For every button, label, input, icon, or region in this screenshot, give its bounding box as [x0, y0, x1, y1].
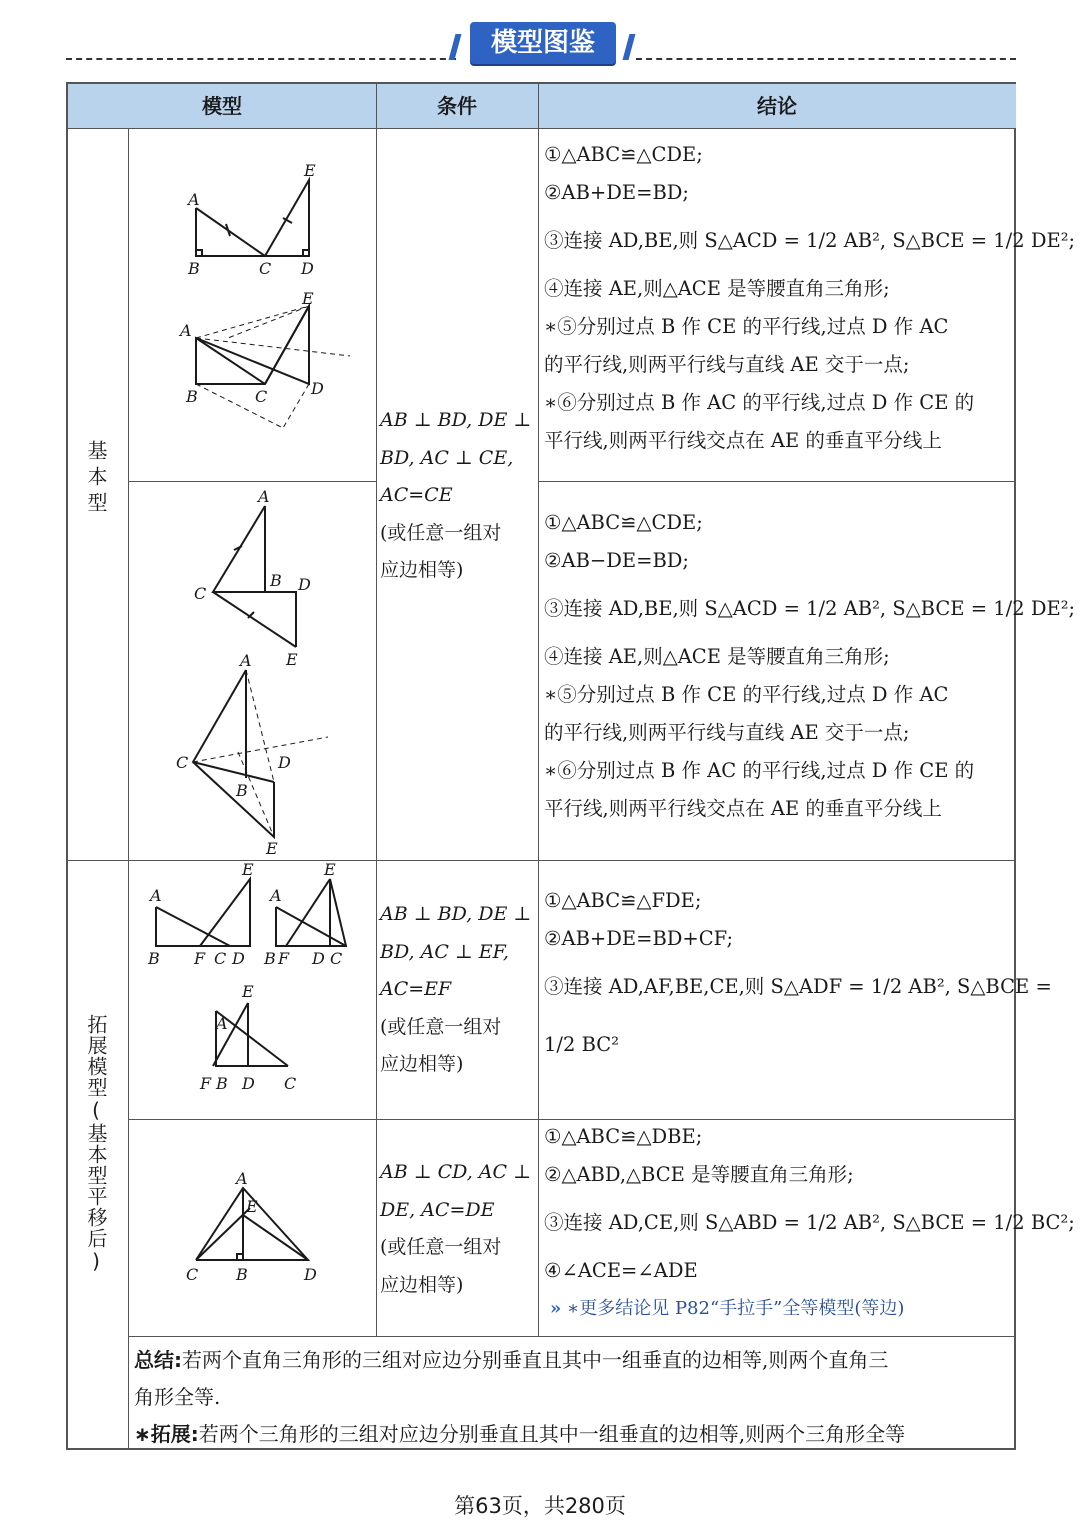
- conclusion-line: ②△ABD,△BCE 是等腰直角三角形;: [544, 1163, 854, 1186]
- svg-text:B: B: [236, 1265, 248, 1284]
- reference-note: [544, 1290, 1075, 1328]
- svg-text:E: E: [242, 982, 254, 1001]
- svg-text:E: E: [324, 861, 336, 879]
- divider: [376, 84, 377, 1336]
- svg-text:B: B: [148, 949, 160, 968]
- row3-conclusions: [544, 882, 1052, 1074]
- page-title: 模型图鉴: [470, 22, 616, 64]
- svg-text:C: C: [186, 1265, 199, 1284]
- svg-text:A: A: [180, 321, 192, 340]
- title-mark-left: [449, 34, 462, 60]
- figure-basic-1: [128, 128, 376, 481]
- figure-basic-2: [128, 482, 376, 860]
- conclusion-line: 平行线,则两平行线交点在 AE 的垂直平分线上: [544, 797, 942, 820]
- svg-text:C: C: [284, 1074, 297, 1093]
- figure-ext-2: [128, 1120, 376, 1336]
- svg-text:F: F: [278, 949, 290, 968]
- svg-text:B: B: [264, 949, 276, 968]
- ext2-condition: [380, 1154, 536, 1304]
- condition-line: (或任意一组对: [380, 1015, 502, 1038]
- row4-conclusions: [544, 1118, 1075, 1328]
- svg-text:F: F: [194, 949, 206, 968]
- condition-line: AC=CE: [380, 484, 453, 506]
- header-dash-right: [636, 58, 1016, 60]
- summary-label: 总结:: [134, 1348, 182, 1372]
- svg-text:B: B: [188, 259, 200, 278]
- conclusion-line: ∗⑥分别过点 B 作 AC 的平行线,过点 D 作 CE 的: [544, 391, 975, 414]
- conclusion-line: ②AB+DE=BD;: [544, 181, 689, 204]
- svg-text:E: E: [304, 161, 316, 180]
- svg-text:B: B: [236, 781, 248, 800]
- conclusion-line: ①△ABC≌△CDE;: [544, 143, 703, 166]
- condition-line: AC=EF: [380, 978, 452, 1000]
- svg-text:B: B: [270, 571, 282, 590]
- ext1-condition: [380, 896, 536, 1084]
- svg-text:A: A: [188, 190, 200, 209]
- col-header-condition: 条件: [376, 84, 538, 128]
- double-chevron-icon: »: [550, 1298, 562, 1319]
- group-label-extended: 拓展模型(基本型平移后): [84, 1014, 108, 1274]
- svg-text:D: D: [301, 259, 314, 278]
- conclusion-line: 1/2 BC²: [544, 1033, 620, 1056]
- svg-text:C: C: [214, 949, 227, 968]
- conclusion-line: ∗⑤分别过点 B 作 CE 的平行线,过点 D 作 AC: [544, 683, 949, 706]
- condition-line: (或任意一组对: [380, 521, 502, 544]
- conclusion-line: 的平行线,则两平行线与直线 AE 交于一点;: [544, 721, 910, 744]
- extension-line: [134, 1416, 1012, 1453]
- condition-line: AB ⊥ BD, DE ⊥: [380, 409, 532, 431]
- conclusion-line: ②AB+DE=BD+CF;: [544, 927, 734, 950]
- extension-label: ∗拓展:: [134, 1422, 199, 1446]
- svg-text:E: E: [246, 1197, 258, 1216]
- svg-text:C: C: [259, 259, 272, 278]
- page-header: [0, 0, 1080, 75]
- header-dash-left: [66, 58, 456, 60]
- svg-text:E: E: [266, 839, 278, 858]
- svg-text:A: A: [270, 886, 282, 905]
- divider: [538, 481, 1016, 482]
- svg-text:D: D: [304, 1265, 317, 1284]
- row2-conclusions: [544, 504, 1075, 828]
- conclusion-line: 的平行线,则两平行线与直线 AE 交于一点;: [544, 353, 910, 376]
- conclusion-line: ④连接 AE,则△ACE 是等腰直角三角形;: [544, 277, 890, 300]
- condition-line: AB ⊥ BD, DE ⊥: [380, 903, 532, 925]
- condition-line: BD, AC ⊥ CE,: [380, 446, 514, 469]
- conclusion-line: ③连接 AD,BE,则 S△ACD = 1/2 AB², S△BCE = 1/2 DE²;: [544, 597, 1076, 620]
- row1-conclusions: [544, 136, 1075, 460]
- conclusion-line: ①△ABC≌△CDE;: [544, 511, 703, 534]
- svg-text:B: B: [186, 387, 198, 406]
- svg-text:F: F: [200, 1074, 212, 1093]
- summary-line: [134, 1342, 1012, 1379]
- summary-text: 若两个直角三角形的三组对应边分别垂直且其中一组垂直的边相等,则两个直角三: [182, 1348, 889, 1372]
- divider: [128, 1336, 1016, 1337]
- col-header-conclusion: 结论: [538, 84, 1016, 128]
- svg-text:A: A: [236, 1169, 248, 1188]
- conclusion-line: ①△ABC≌△DBE;: [544, 1125, 703, 1148]
- title-mark-right: [623, 34, 636, 60]
- conclusion-line: ①△ABC≌△FDE;: [544, 889, 702, 912]
- svg-text:D: D: [242, 1074, 255, 1093]
- condition-line: 应边相等): [380, 559, 464, 581]
- svg-text:A: A: [258, 487, 270, 506]
- conclusion-line: ∗⑥分别过点 B 作 AC 的平行线,过点 D 作 CE 的: [544, 759, 975, 782]
- summary-block: [134, 1342, 1012, 1453]
- model-table: [66, 82, 1076, 1450]
- svg-text:C: C: [194, 584, 207, 603]
- basic-condition: [380, 402, 536, 590]
- condition-line: DE, AC=DE: [380, 1198, 495, 1221]
- condition-line: BD, AC ⊥ EF,: [380, 940, 509, 963]
- svg-text:D: D: [312, 949, 325, 968]
- conclusion-line: ③连接 AD,CE,则 S△ABD = 1/2 AB², S△BCE = 1/2 BC²;: [544, 1211, 1075, 1234]
- svg-text:D: D: [278, 753, 291, 772]
- svg-text:C: C: [176, 753, 189, 772]
- svg-text:B: B: [216, 1074, 228, 1093]
- summary-text-cont: 角形全等.: [134, 1385, 221, 1409]
- svg-text:D: D: [232, 949, 245, 968]
- figure-ext-1: [128, 861, 376, 1119]
- conclusion-line: ∗⑤分别过点 B 作 CE 的平行线,过点 D 作 AC: [544, 315, 949, 338]
- page-footer: 第63页，共280页: [454, 1494, 626, 1518]
- svg-text:A: A: [240, 651, 252, 670]
- conclusion-line: ③连接 AD,BE,则 S△ACD = 1/2 AB², S△BCE = 1/2 DE²;: [544, 229, 1076, 252]
- conclusion-line: ④连接 AE,则△ACE 是等腰直角三角形;: [544, 645, 890, 668]
- svg-text:E: E: [302, 289, 314, 308]
- svg-text:C: C: [330, 949, 343, 968]
- svg-text:E: E: [242, 861, 254, 879]
- extension-text: 若两个三角形的三组对应边分别垂直且其中一组垂直的边相等,则两个三角形全等: [198, 1422, 906, 1446]
- condition-line: 应边相等): [380, 1273, 464, 1296]
- svg-text:D: D: [298, 575, 311, 594]
- reference-text: ∗更多结论见 P82“手拉手”全等模型(等边): [566, 1298, 905, 1319]
- condition-line: 应边相等): [380, 1053, 464, 1075]
- conclusion-line: ④∠ACE=∠ADE: [544, 1259, 698, 1282]
- svg-text:A: A: [150, 886, 162, 905]
- group-label-basic: 基本型: [84, 440, 108, 518]
- condition-line: (或任意一组对: [380, 1236, 502, 1258]
- conclusion-line: 平行线,则两平行线交点在 AE 的垂直平分线上: [544, 429, 942, 452]
- divider: [538, 84, 539, 1336]
- col-header-model: 模型: [68, 84, 376, 128]
- condition-line: AB ⊥ CD, AC ⊥: [380, 1161, 531, 1183]
- conclusion-line: ②AB−DE=BD;: [544, 549, 689, 572]
- svg-text:D: D: [311, 379, 324, 398]
- svg-text:A: A: [216, 1014, 228, 1033]
- svg-text:C: C: [255, 387, 268, 406]
- svg-text:E: E: [286, 650, 298, 669]
- conclusion-line: ③连接 AD,AF,BE,CE,则 S△ADF = 1/2 AB², S△BCE =: [544, 975, 1052, 998]
